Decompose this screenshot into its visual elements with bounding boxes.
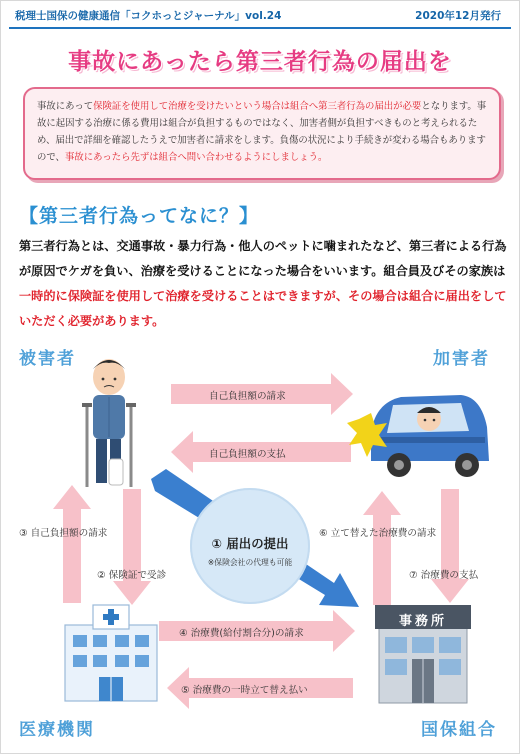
definition-highlight: 一時的に保険証を使用して治療を受けることはできますが、その場合は組合に届出をしていただく必要があります。 — [19, 289, 507, 328]
union-label: 国保組合 — [421, 720, 497, 740]
arrow-step7 — [431, 489, 469, 603]
arrow-step6 — [363, 491, 401, 605]
victim-illustration — [82, 359, 136, 487]
intro-highlight-2: 事故にあったら先ずは組合へ問い合わせるようにしましょう。 — [64, 152, 328, 163]
notification-step1: ① 届出の提出 — [211, 536, 289, 551]
arrow-label-step4: ④ 治療費(給付割合分)の請求 — [179, 628, 304, 639]
flow-diagram — [1, 1, 521, 755]
intro-text-2: となります。事故に起因する治療に係る費用は組合が負担するものではなく、加害者側が負担すべきものと考えられるため、届出で詳細を確認したうえで加害者に請求をします。負傷の状況により手続きが変わる場合もありますので、 — [37, 101, 487, 163]
section-heading: 【第三者行為ってなに？】 — [19, 205, 260, 227]
intro-highlight-1: 保険証を使用して治療を受けたいという場合は組合へ第三者行為の届出が必要 — [93, 101, 422, 112]
arrow-label-step6: ⑥ 立て替えた治療費の請求 — [319, 528, 437, 539]
arrow-label-claim-self-pay: 自己負担額の請求 — [209, 391, 286, 402]
newsletter-name: 税理士国保の健康通信「コクホっとジャーナル」vol.24 — [15, 10, 282, 22]
arrow-label-step5: ⑤ 治療費の一時立て替え払い — [181, 685, 308, 696]
notification-note: ※保険会社の代理も可能 — [207, 558, 293, 567]
perpetrator-car-illustration — [347, 395, 489, 477]
arrow-label-step7: ⑦ 治療費の支払 — [409, 570, 479, 581]
hospital-label: 医療機関 — [19, 720, 95, 740]
hospital-illustration — [65, 605, 157, 701]
intro-text-1: 事故にあって — [37, 101, 94, 112]
page-title: 事故にあったら第三者行為の届出を — [68, 49, 452, 75]
issue-date: 2020年12月発行 — [415, 10, 501, 22]
arrow-label-pay-self-pay: 自己負担額の支払 — [209, 449, 286, 460]
arrow-label-step3: ③ 自己負担額の請求 — [19, 528, 108, 539]
arrow-label-step2: ② 保険証で受診 — [97, 570, 167, 581]
office-sign-text: 事務所 — [398, 614, 447, 629]
victim-label: 被害者 — [19, 349, 76, 369]
arrow-step3 — [53, 485, 91, 603]
perpetrator-label: 加害者 — [433, 349, 490, 369]
definition-text: 第三者行為とは、交通事故・暴力行為・他人のペットに噛まれたなど、第三者による行為が原因でケガを負い、治療を受けることになった場合をいいます。組合員及びその家族は — [19, 239, 507, 278]
arrow-step2 — [113, 489, 151, 605]
